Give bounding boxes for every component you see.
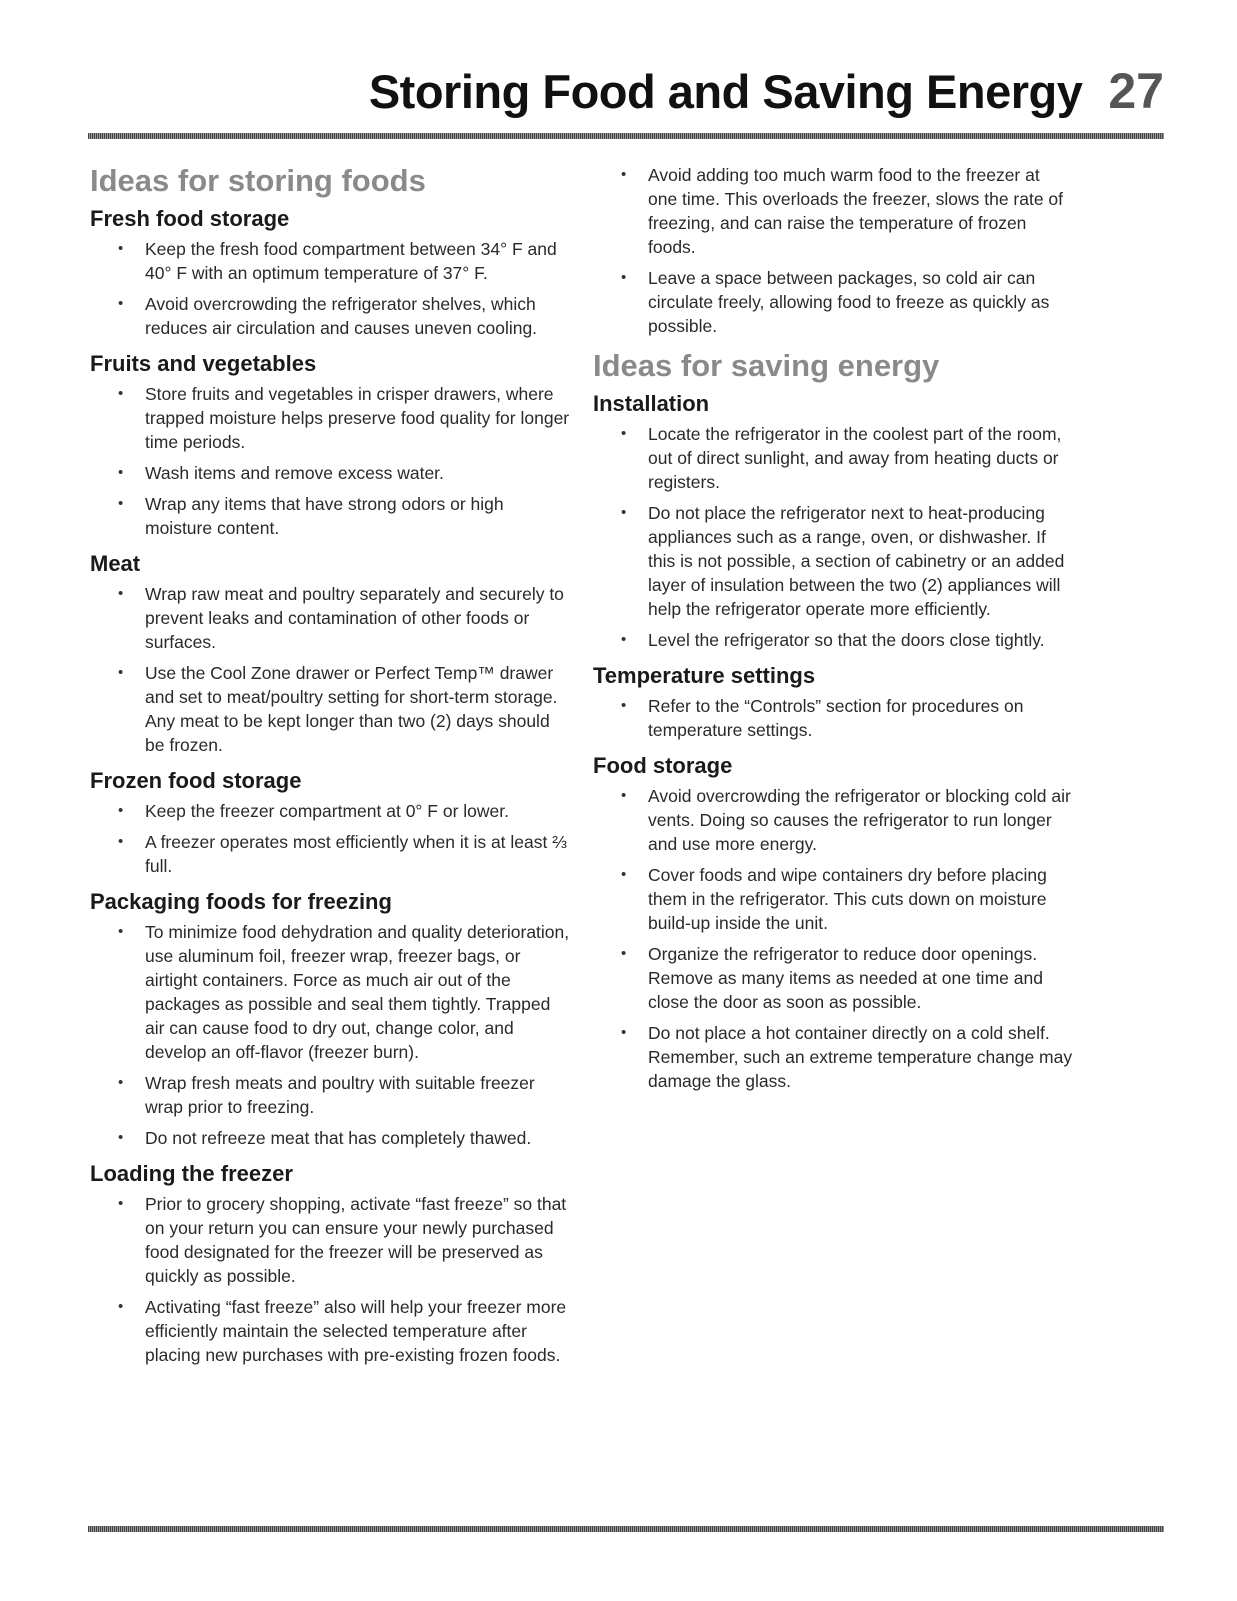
- bullet-item: • To minimize food dehydration and quality deterioration, use aluminum foil, freezer wrap, freezer bags, or airtight containers. Force as much air out of the packages as possible and seal them tightly. Trapped air can cause food to dry out, change color, and develop an off-flavor (freezer burn).: [90, 920, 570, 1064]
- section-title: Fresh food storage: [90, 206, 290, 231]
- storing-foods-heading: Ideas for storing foods: [90, 163, 426, 198]
- section-title: Food storage: [593, 753, 733, 778]
- header-rule: [88, 133, 1164, 139]
- bullet-item: • Refer to the “Controls” section for procedures on temperature settings.: [593, 694, 1073, 742]
- bullet-item: • Do not place the refrigerator next to heat-producing appliances such as a range, oven, or dishwasher. If this is not possible, a section of cabinetry or an added layer of insulation between the two (2) appliances will help the refrigerator operate more efficiently.: [593, 501, 1073, 621]
- temperature-settings-section: [593, 662, 1073, 742]
- packaging-section: [90, 888, 570, 1150]
- bullet-item: • Keep the freezer compartment at 0° F or lower.: [90, 799, 570, 823]
- section-title: Loading the freezer: [90, 1161, 293, 1186]
- bullet-item: • Activating “fast freeze” also will help your freezer more efficiently maintain the selected temperature after placing new purchases with pre-existing frozen foods.: [90, 1295, 570, 1367]
- bullet-item: • Do not refreeze meat that has completely thawed.: [90, 1126, 570, 1150]
- frozen-food-section: [90, 767, 570, 878]
- bullet-item: • Avoid adding too much warm food to the freezer at one time. This overloads the freezer, slows the rate of freezing, and can raise the temperature of frozen foods.: [593, 163, 1073, 259]
- bullet-item: • Avoid overcrowding the refrigerator or blocking cold air vents. Doing so causes the refrigerator to run longer and use more energy.: [593, 784, 1073, 856]
- bullet-item: • Level the refrigerator so that the doors close tightly.: [593, 628, 1073, 652]
- footer-rule: [88, 1526, 1164, 1532]
- bullet-item: • Avoid overcrowding the refrigerator shelves, which reduces air circulation and causes uneven cooling.: [90, 292, 570, 340]
- section-title: Meat: [90, 551, 141, 576]
- left-column: [90, 163, 570, 1377]
- section-title: Installation: [593, 391, 710, 416]
- installation-section: [593, 390, 1073, 652]
- bullet-item: • Use the Cool Zone drawer or Perfect Temp™ drawer and set to meat/poultry setting for short-term storage. Any meat to be kept longer than two (2) days should be frozen.: [90, 661, 570, 757]
- bullet-item: • Store fruits and vegetables in crisper drawers, where trapped moisture helps preserve food quality for longer time periods.: [90, 382, 570, 454]
- continued-list: [593, 163, 1073, 338]
- bullet-item: • Cover foods and wipe containers dry before placing them in the refrigerator. This cuts down on moisture build-up inside the unit.: [593, 863, 1073, 935]
- saving-energy-heading: Ideas for saving energy: [593, 348, 940, 383]
- bullet-item: • Wrap any items that have strong odors or high moisture content.: [90, 492, 570, 540]
- right-column: [593, 163, 1073, 1103]
- bullet-item: • Keep the fresh food compartment between 34° F and 40° F with an optimum temperature of 37° F.: [90, 237, 570, 285]
- bullet-item: • A freezer operates most efficiently when it is at least ⅔ full.: [90, 830, 570, 878]
- section-title: Fruits and vegetables: [90, 351, 317, 376]
- bullet-item: • Leave a space between packages, so cold air can circulate freely, allowing food to freeze as quickly as possible.: [593, 266, 1073, 338]
- page-number: 27: [1108, 63, 1164, 119]
- bullet-item: • Organize the refrigerator to reduce door openings. Remove as many items as needed at one time and close the door as soon as possible.: [593, 942, 1073, 1014]
- bullet-item: • Wrap raw meat and poultry separately and securely to prevent leaks and contamination of other foods or surfaces.: [90, 582, 570, 654]
- page-title: Storing Food and Saving Energy: [368, 65, 1083, 118]
- meat-section: [90, 550, 570, 757]
- bullet-item: • Do not place a hot container directly on a cold shelf. Remember, such an extreme temperature change may damage the glass.: [593, 1021, 1073, 1093]
- bullet-item: • Prior to grocery shopping, activate “fast freeze” so that on your return you can ensure your newly purchased food designated for the freezer will be preserved as quickly as possible.: [90, 1192, 570, 1288]
- food-storage-section: [593, 752, 1073, 1093]
- bullet-item: • Locate the refrigerator in the coolest part of the room, out of direct sunlight, and away from heating ducts or registers.: [593, 422, 1073, 494]
- fresh-food-section: [90, 205, 570, 340]
- section-title: Packaging foods for freezing: [90, 889, 392, 914]
- loading-freezer-section: [90, 1160, 570, 1367]
- fruits-vegetables-section: [90, 350, 570, 540]
- bullet-item: • Wrap fresh meats and poultry with suitable freezer wrap prior to freezing.: [90, 1071, 570, 1119]
- section-title: Temperature settings: [593, 663, 816, 688]
- section-title: Frozen food storage: [90, 768, 302, 793]
- page-header: [88, 62, 1164, 122]
- bullet-item: • Wash items and remove excess water.: [90, 461, 570, 485]
